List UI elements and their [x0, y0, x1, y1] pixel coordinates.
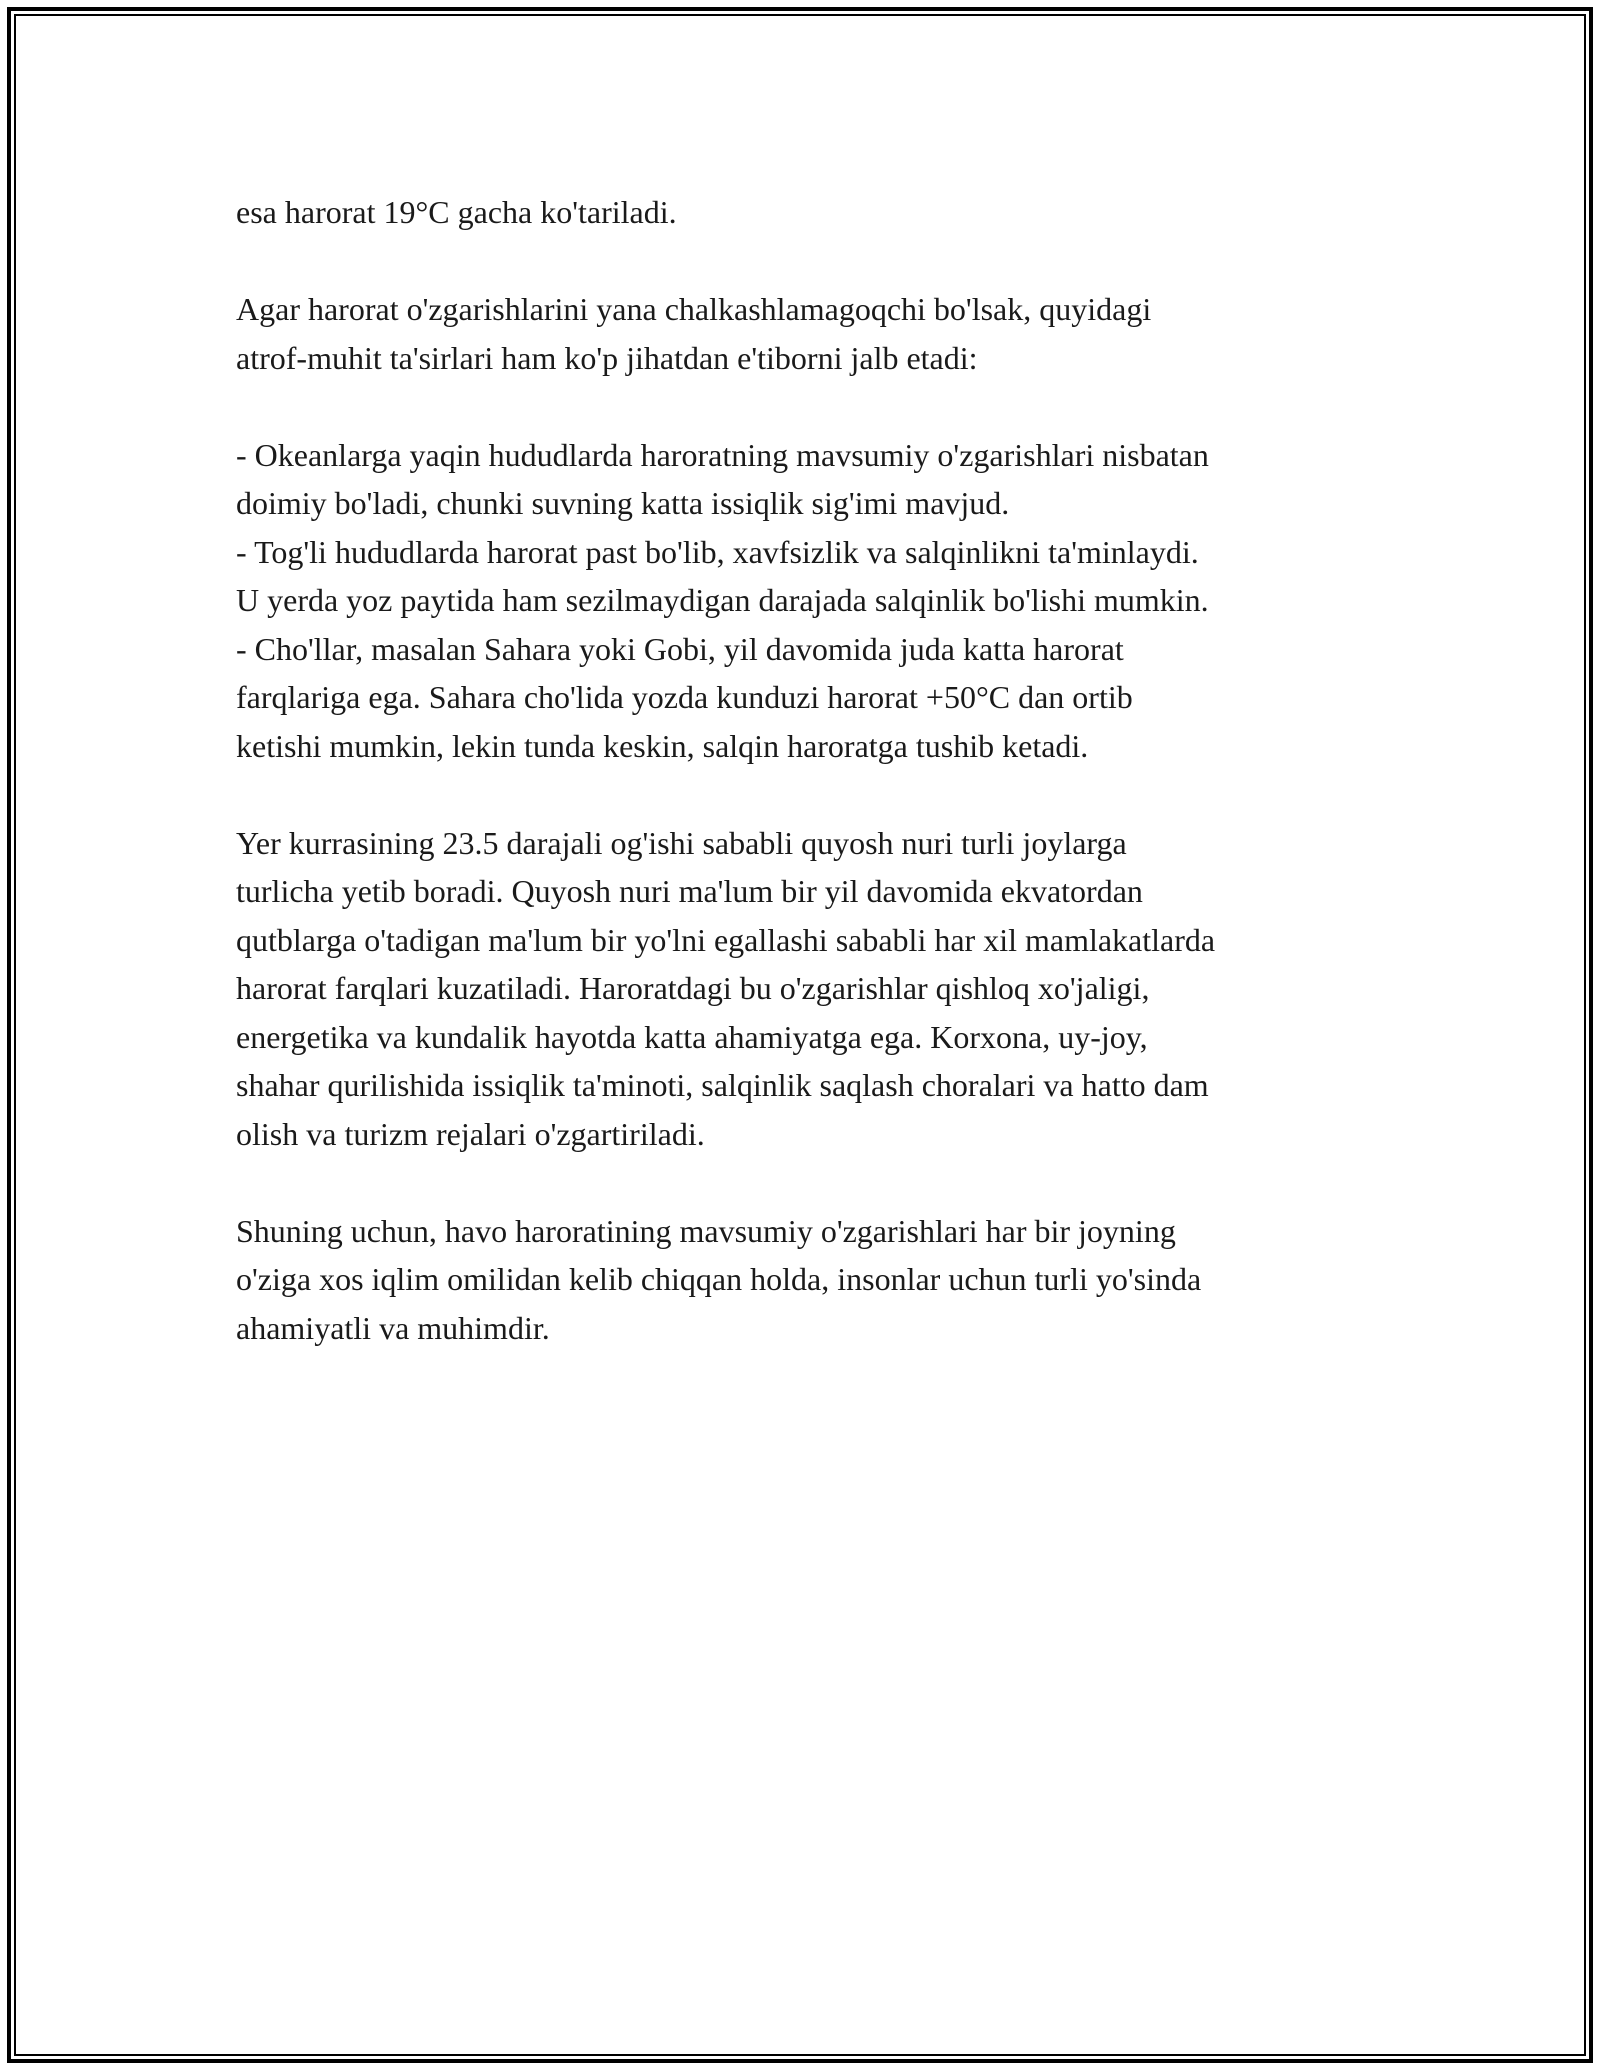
paragraph-3-list: - Okeanlarga yaqin hududlarda haroratning mavsumiy o'zgarishlari nisbatan doimiy bo'ladi, chunki suvning katta issiqlik sig'imi mavjud. - Tog'li hududlarda harorat past bo'lib, xavfsizlik va salqinlikni ta'minlaydi. U yerda yoz paytida ham sezilmaydigan darajada salqinlik bo'lishi mumkin. - Cho'llar, masalan Sahara yoki Gobi, yil davomida juda katta harorat farqlariga ega. Sahara cho'lida yozda kunduzi harorat +50°C dan ortib ketishi mumkin, lekin tunda keskin, salqin haroratga tushib ketadi.	[236, 436, 1209, 764]
paragraph-2: Agar harorat o'zgarishlarini yana chalkashlamagoqchi bo'lsak, quyidagi atrof-muhit ta'sirlari ham ko'p jihatdan e'tiborni jalb etadi:	[236, 291, 1152, 376]
paragraph-4: Yer kurrasining 23.5 darajali og'ishi sababli quyosh nuri turli joylarga turlicha yetib boradi. Quyosh nuri ma'lum bir yil davomida ekvatordan qutblarga o'tadigan ma'lum bir yo'lni egallashi sababli har xil mamlakatlarda harorat farqlari kuzatiladi. Haroratdagi bu o'zgarishlar qishloq xo'jaligi, energetika va kundalik hayotda katta ahamiyatga ega. Korxona, uy-joy, shahar qurilishida issiqlik ta'minoti, salqinlik saqlash choralari va hatto dam olish va turizm rejalari o'zgartiriladi.	[236, 824, 1216, 1152]
document-body	[236, 188, 1366, 1352]
paragraph-5: Shuning uchun, havo haroratining mavsumiy o'zgarishlari har bir joyning o'ziga xos iqlim omilidan kelib chiqqan holda, insonlar uchun turli yo'sinda ahamiyatli va muhimdir.	[236, 1212, 1202, 1346]
paragraph-1: esa harorat 19°C gacha ko'tariladi.	[236, 194, 677, 230]
